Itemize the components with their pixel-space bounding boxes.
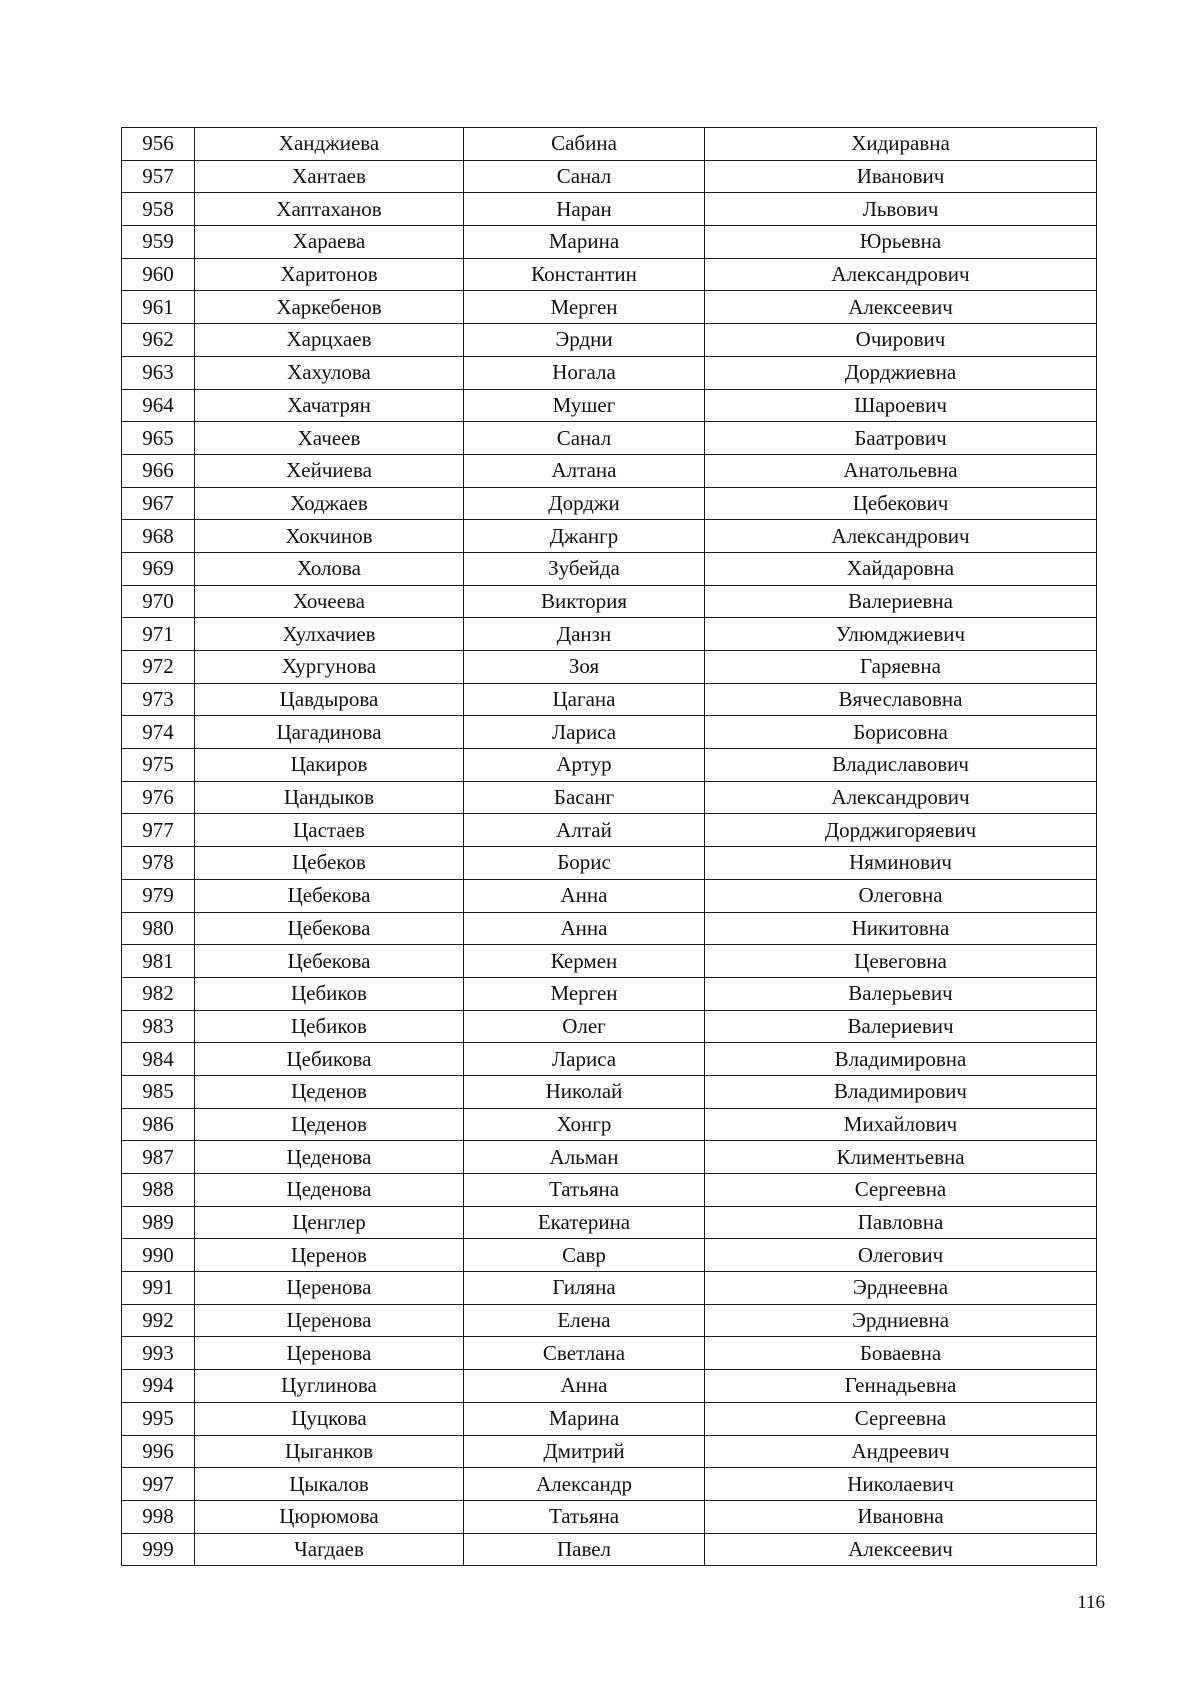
first-name-cell: Лариса (464, 716, 705, 749)
first-name-cell: Павел (464, 1533, 705, 1566)
row-number-cell: 962 (122, 324, 195, 357)
first-name-cell: Сабина (464, 128, 705, 161)
patronymic-cell: Алексеевич (705, 291, 1097, 324)
last-name-cell: Хачатрян (195, 389, 464, 422)
last-name-cell: Цебекова (195, 945, 464, 978)
patronymic-cell: Геннадьевна (705, 1370, 1097, 1403)
last-name-cell: Хулхачиев (195, 618, 464, 651)
table-row (122, 749, 1097, 782)
last-name-cell: Цастаев (195, 814, 464, 847)
last-name-cell: Хараева (195, 226, 464, 259)
last-name-cell: Церенова (195, 1272, 464, 1305)
patronymic-cell: Хайдаровна (705, 552, 1097, 585)
table-row (122, 1141, 1097, 1174)
table-row (122, 1468, 1097, 1501)
patronymic-cell: Александрович (705, 258, 1097, 291)
table-row (122, 912, 1097, 945)
patronymic-cell: Вячеславовна (705, 683, 1097, 716)
row-number-cell: 993 (122, 1337, 195, 1370)
row-number-cell: 999 (122, 1533, 195, 1566)
table-row (122, 814, 1097, 847)
first-name-cell: Санал (464, 422, 705, 455)
row-number-cell: 963 (122, 356, 195, 389)
row-number-cell: 984 (122, 1043, 195, 1076)
patronymic-cell: Эрдниевна (705, 1304, 1097, 1337)
table-row (122, 324, 1097, 357)
first-name-cell: Санал (464, 160, 705, 193)
first-name-cell: Анна (464, 912, 705, 945)
last-name-cell: Цебиков (195, 1010, 464, 1043)
patronymic-cell: Дорджигоряевич (705, 814, 1097, 847)
patronymic-cell: Николаевич (705, 1468, 1097, 1501)
table-row (122, 389, 1097, 422)
first-name-cell: Цагана (464, 683, 705, 716)
table-row (122, 226, 1097, 259)
page-number: 116 (1077, 1592, 1105, 1613)
row-number-cell: 972 (122, 651, 195, 684)
first-name-cell: Мушег (464, 389, 705, 422)
first-name-cell: Татьяна (464, 1174, 705, 1207)
table-row (122, 879, 1097, 912)
first-name-cell: Альман (464, 1141, 705, 1174)
last-name-cell: Цебекова (195, 879, 464, 912)
last-name-cell: Цагадинова (195, 716, 464, 749)
last-name-cell: Хахулова (195, 356, 464, 389)
table-row (122, 618, 1097, 651)
row-number-cell: 969 (122, 552, 195, 585)
table-row (122, 291, 1097, 324)
patronymic-cell: Цевеговна (705, 945, 1097, 978)
first-name-cell: Борис (464, 847, 705, 880)
first-name-cell: Зоя (464, 651, 705, 684)
patronymic-cell: Владиславович (705, 749, 1097, 782)
first-name-cell: Лариса (464, 1043, 705, 1076)
last-name-cell: Харитонов (195, 258, 464, 291)
row-number-cell: 988 (122, 1174, 195, 1207)
last-name-cell: Цеденова (195, 1141, 464, 1174)
first-name-cell: Александр (464, 1468, 705, 1501)
row-number-cell: 994 (122, 1370, 195, 1403)
table-row (122, 716, 1097, 749)
row-number-cell: 990 (122, 1239, 195, 1272)
first-name-cell: Данзн (464, 618, 705, 651)
table-row (122, 945, 1097, 978)
table-row (122, 128, 1097, 161)
patronymic-cell: Валериевич (705, 1010, 1097, 1043)
last-name-cell: Хантаев (195, 160, 464, 193)
patronymic-cell: Няминович (705, 847, 1097, 880)
table-row (122, 356, 1097, 389)
row-number-cell: 981 (122, 945, 195, 978)
row-number-cell: 978 (122, 847, 195, 880)
first-name-cell: Константин (464, 258, 705, 291)
last-name-cell: Цебикова (195, 1043, 464, 1076)
first-name-cell: Савр (464, 1239, 705, 1272)
last-name-cell: Холова (195, 552, 464, 585)
table-row (122, 454, 1097, 487)
table-row (122, 487, 1097, 520)
row-number-cell: 964 (122, 389, 195, 422)
patronymic-cell: Валериевна (705, 585, 1097, 618)
patronymic-cell: Цебекович (705, 487, 1097, 520)
last-name-cell: Цыганков (195, 1435, 464, 1468)
last-name-cell: Цавдырова (195, 683, 464, 716)
row-number-cell: 956 (122, 128, 195, 161)
patronymic-cell: Александрович (705, 781, 1097, 814)
patronymic-cell: Анатольевна (705, 454, 1097, 487)
first-name-cell: Марина (464, 226, 705, 259)
last-name-cell: Ходжаев (195, 487, 464, 520)
last-name-cell: Цебиков (195, 977, 464, 1010)
patronymic-cell: Борисовна (705, 716, 1097, 749)
first-name-cell: Мерген (464, 291, 705, 324)
row-number-cell: 979 (122, 879, 195, 912)
patronymic-cell: Олегович (705, 1239, 1097, 1272)
row-number-cell: 965 (122, 422, 195, 455)
patronymic-cell: Олеговна (705, 879, 1097, 912)
patronymic-cell: Гаряевна (705, 651, 1097, 684)
last-name-cell: Цуцкова (195, 1402, 464, 1435)
patronymic-cell: Очирович (705, 324, 1097, 357)
first-name-cell: Артур (464, 749, 705, 782)
table-row (122, 1402, 1097, 1435)
first-name-cell: Алтай (464, 814, 705, 847)
row-number-cell: 971 (122, 618, 195, 651)
table-row (122, 977, 1097, 1010)
table-row (122, 258, 1097, 291)
table-row (122, 847, 1097, 880)
patronymic-cell: Климентьевна (705, 1141, 1097, 1174)
first-name-cell: Виктория (464, 585, 705, 618)
patronymic-cell: Иванович (705, 160, 1097, 193)
table-row (122, 552, 1097, 585)
table-row (122, 1337, 1097, 1370)
table-row (122, 1206, 1097, 1239)
table-row (122, 1239, 1097, 1272)
name-table-body (122, 128, 1097, 1566)
first-name-cell: Елена (464, 1304, 705, 1337)
first-name-cell: Хонгр (464, 1108, 705, 1141)
table-row (122, 781, 1097, 814)
row-number-cell: 976 (122, 781, 195, 814)
row-number-cell: 975 (122, 749, 195, 782)
table-row (122, 683, 1097, 716)
last-name-cell: Харкебенов (195, 291, 464, 324)
patronymic-cell: Сергеевна (705, 1402, 1097, 1435)
first-name-cell: Алтана (464, 454, 705, 487)
row-number-cell: 992 (122, 1304, 195, 1337)
table-row (122, 193, 1097, 226)
last-name-cell: Хаптаханов (195, 193, 464, 226)
row-number-cell: 983 (122, 1010, 195, 1043)
table-row (122, 651, 1097, 684)
row-number-cell: 989 (122, 1206, 195, 1239)
patronymic-cell: Баатрович (705, 422, 1097, 455)
first-name-cell: Марина (464, 1402, 705, 1435)
patronymic-cell: Владимировна (705, 1043, 1097, 1076)
last-name-cell: Цыкалов (195, 1468, 464, 1501)
row-number-cell: 985 (122, 1075, 195, 1108)
patronymic-cell: Алексеевич (705, 1533, 1097, 1566)
first-name-cell: Гиляна (464, 1272, 705, 1305)
last-name-cell: Цебеков (195, 847, 464, 880)
first-name-cell: Анна (464, 1370, 705, 1403)
patronymic-cell: Львович (705, 193, 1097, 226)
last-name-cell: Хачеев (195, 422, 464, 455)
patronymic-cell: Шароевич (705, 389, 1097, 422)
first-name-cell: Эрдни (464, 324, 705, 357)
patronymic-cell: Улюмджиевич (705, 618, 1097, 651)
first-name-cell: Наран (464, 193, 705, 226)
first-name-cell: Дмитрий (464, 1435, 705, 1468)
patronymic-cell: Александрович (705, 520, 1097, 553)
first-name-cell: Анна (464, 879, 705, 912)
last-name-cell: Хочеева (195, 585, 464, 618)
patronymic-cell: Эрднеевна (705, 1272, 1097, 1305)
last-name-cell: Цакиров (195, 749, 464, 782)
last-name-cell: Цуглинова (195, 1370, 464, 1403)
patronymic-cell: Валерьевич (705, 977, 1097, 1010)
row-number-cell: 980 (122, 912, 195, 945)
last-name-cell: Церенова (195, 1337, 464, 1370)
patronymic-cell: Юрьевна (705, 226, 1097, 259)
last-name-cell: Хейчиева (195, 454, 464, 487)
table-row (122, 1500, 1097, 1533)
table-row (122, 1370, 1097, 1403)
row-number-cell: 967 (122, 487, 195, 520)
row-number-cell: 959 (122, 226, 195, 259)
table-row (122, 1108, 1097, 1141)
row-number-cell: 996 (122, 1435, 195, 1468)
last-name-cell: Церенов (195, 1239, 464, 1272)
first-name-cell: Татьяна (464, 1500, 705, 1533)
table-row (122, 1272, 1097, 1305)
last-name-cell: Хургунова (195, 651, 464, 684)
patronymic-cell: Павловна (705, 1206, 1097, 1239)
name-table (121, 127, 1097, 1566)
row-number-cell: 982 (122, 977, 195, 1010)
patronymic-cell: Михайлович (705, 1108, 1097, 1141)
first-name-cell: Олег (464, 1010, 705, 1043)
row-number-cell: 977 (122, 814, 195, 847)
table-row (122, 520, 1097, 553)
row-number-cell: 960 (122, 258, 195, 291)
first-name-cell: Светлана (464, 1337, 705, 1370)
first-name-cell: Мерген (464, 977, 705, 1010)
last-name-cell: Ханджиева (195, 128, 464, 161)
last-name-cell: Церенова (195, 1304, 464, 1337)
last-name-cell: Цеденов (195, 1108, 464, 1141)
table-row (122, 1435, 1097, 1468)
row-number-cell: 974 (122, 716, 195, 749)
first-name-cell: Басанг (464, 781, 705, 814)
patronymic-cell: Сергеевна (705, 1174, 1097, 1207)
table-row (122, 1304, 1097, 1337)
last-name-cell: Цебекова (195, 912, 464, 945)
table-row (122, 1075, 1097, 1108)
row-number-cell: 973 (122, 683, 195, 716)
row-number-cell: 957 (122, 160, 195, 193)
last-name-cell: Цеденов (195, 1075, 464, 1108)
last-name-cell: Цеденова (195, 1174, 464, 1207)
row-number-cell: 970 (122, 585, 195, 618)
row-number-cell: 995 (122, 1402, 195, 1435)
row-number-cell: 987 (122, 1141, 195, 1174)
row-number-cell: 958 (122, 193, 195, 226)
patronymic-cell: Владимирович (705, 1075, 1097, 1108)
patronymic-cell: Никитовна (705, 912, 1097, 945)
table-row (122, 1043, 1097, 1076)
first-name-cell: Дорджи (464, 487, 705, 520)
table-row (122, 160, 1097, 193)
last-name-cell: Харцхаев (195, 324, 464, 357)
row-number-cell: 997 (122, 1468, 195, 1501)
row-number-cell: 991 (122, 1272, 195, 1305)
row-number-cell: 968 (122, 520, 195, 553)
first-name-cell: Николай (464, 1075, 705, 1108)
first-name-cell: Зубейда (464, 552, 705, 585)
table-row (122, 1533, 1097, 1566)
first-name-cell: Джангр (464, 520, 705, 553)
patronymic-cell: Ивановна (705, 1500, 1097, 1533)
last-name-cell: Цандыков (195, 781, 464, 814)
patronymic-cell: Дорджиевна (705, 356, 1097, 389)
table-row (122, 585, 1097, 618)
row-number-cell: 966 (122, 454, 195, 487)
last-name-cell: Чагдаев (195, 1533, 464, 1566)
table-row (122, 1010, 1097, 1043)
patronymic-cell: Хидиравна (705, 128, 1097, 161)
row-number-cell: 986 (122, 1108, 195, 1141)
row-number-cell: 998 (122, 1500, 195, 1533)
table-row (122, 422, 1097, 455)
first-name-cell: Екатерина (464, 1206, 705, 1239)
first-name-cell: Ногала (464, 356, 705, 389)
last-name-cell: Ценглер (195, 1206, 464, 1239)
patronymic-cell: Андреевич (705, 1435, 1097, 1468)
row-number-cell: 961 (122, 291, 195, 324)
last-name-cell: Цюрюмова (195, 1500, 464, 1533)
last-name-cell: Хокчинов (195, 520, 464, 553)
first-name-cell: Кермен (464, 945, 705, 978)
table-row (122, 1174, 1097, 1207)
patronymic-cell: Боваевна (705, 1337, 1097, 1370)
